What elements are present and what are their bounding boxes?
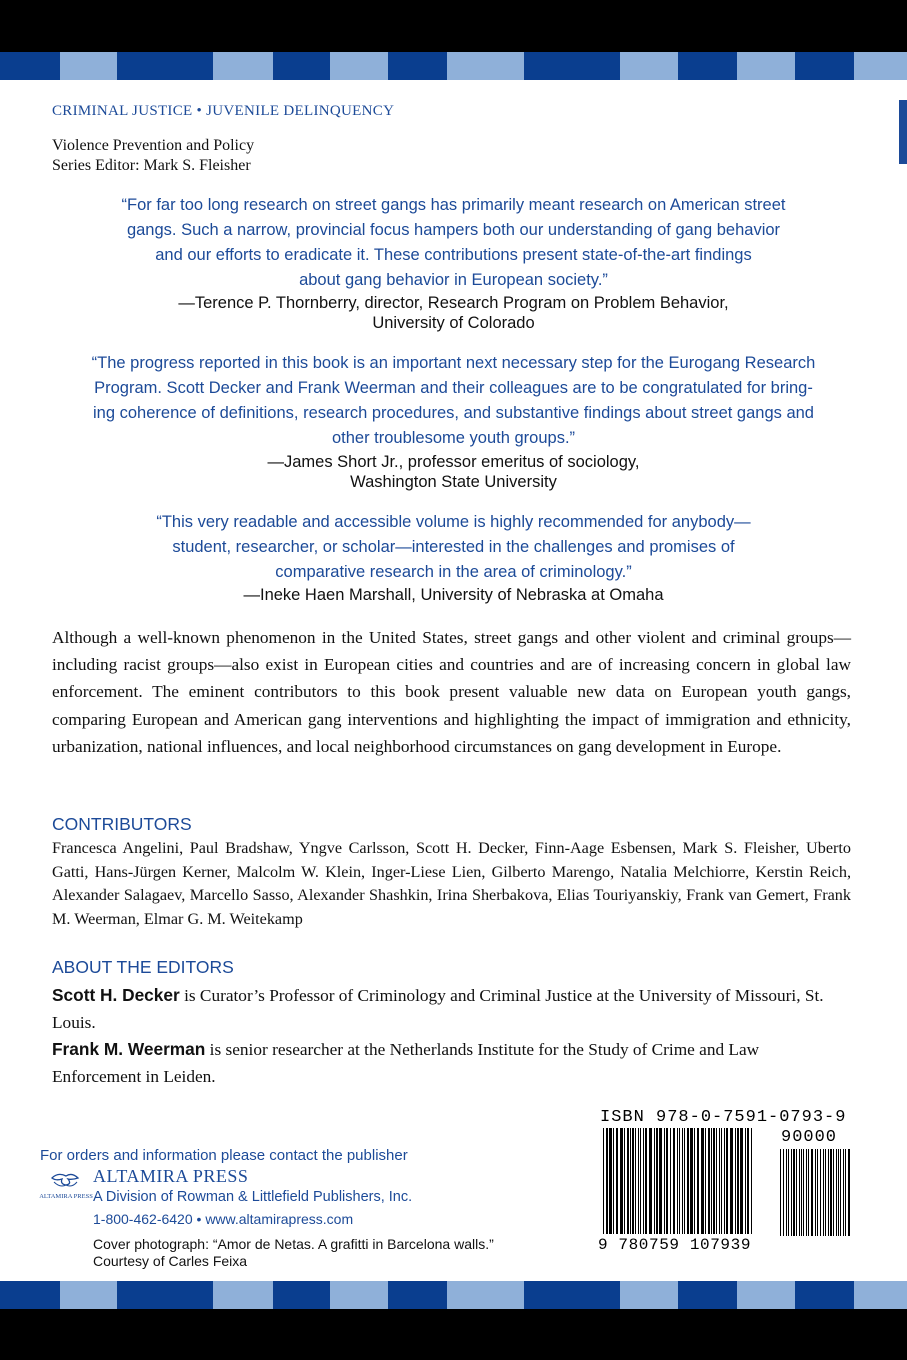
quote-line: and our efforts to eradicate it. These contributions present state-of-the-art findings xyxy=(155,246,752,264)
series-info xyxy=(52,136,254,176)
bottom-stripe xyxy=(0,1281,907,1309)
contributors-heading: CONTRIBUTORS xyxy=(52,814,192,834)
attribution-line: —Terence P. Thornberry, director, Research Program on Problem Behavior, xyxy=(178,294,729,312)
quote-2-attribution xyxy=(40,452,867,492)
attribution-line: Washington State University xyxy=(350,473,557,491)
cover-credit-line: Courtesy of Carles Feixa xyxy=(93,1253,248,1269)
series-title: Violence Prevention and Policy xyxy=(52,137,255,154)
quote-line: ing coherence of definitions, research procedures, and substantive findings about street gangs and xyxy=(93,404,814,422)
cover-credit-line: Cover photograph: “Amor de Netas. A grafitti in Barcelona walls.” xyxy=(93,1236,494,1252)
top-black-band xyxy=(0,0,907,52)
quote-line: about gang behavior in European society.” xyxy=(299,271,608,289)
svg-text:ALTAMIRA PRESS: ALTAMIRA PRESS xyxy=(39,1193,93,1200)
quote-2 xyxy=(40,351,867,451)
editors-heading: ABOUT THE EDITORS xyxy=(52,957,234,977)
attribution-line: —James Short Jr., professor emeritus of sociology, xyxy=(267,453,640,471)
editor-name: Scott H. Decker xyxy=(52,985,180,1005)
quote-line: “The progress reported in this book is an important next necessary step for the Eurogang Research xyxy=(91,354,816,372)
editor-description: is senior researcher at the Netherlands Institute for the Study of Crime and Law Enforcement in Leiden. xyxy=(52,1040,760,1086)
orders-note: For orders and information please contact the publisher xyxy=(40,1147,408,1164)
quote-line: other troublesome youth groups.” xyxy=(331,429,576,447)
publisher-name: ALTAMIRA PRESS xyxy=(93,1166,249,1186)
barcode-digits: 9 780759 107939 xyxy=(598,1236,752,1254)
quote-line: Program. Scott Decker and Frank Weerman and their colleagues are to be congratulated for bring- xyxy=(94,379,813,397)
bottom-black-band xyxy=(0,1309,907,1360)
quote-3 xyxy=(40,510,867,585)
isbn-label: ISBN 978-0-7591-0793-9 xyxy=(600,1108,847,1127)
attribution-line: —Ineke Haen Marshall, University of Nebraska at Omaha xyxy=(243,586,664,604)
cover-credit xyxy=(93,1236,494,1270)
series-editor: Series Editor: Mark S. Fleisher xyxy=(52,157,251,174)
quote-1-attribution xyxy=(40,293,867,333)
top-stripe xyxy=(0,52,907,80)
attribution-line: University of Colorado xyxy=(372,314,535,332)
contributors-list: Francesca Angelini, Paul Bradshaw, Yngve Carlsson, Scott H. Decker, Finn-Aage Esbensen, Mark S. Fleisher, Uberto Gatti, Hans-Jürgen Kerner, Malcolm W. Klein, Inger-Liese Lien, Gilberto Marengo, Natalia Melchiorre, Kerstin Reich, Alexander Salagaev, Marcello Sasso, Alexander Shashkin, Irina Sherbakova, Elias Touriyanskiy, Frank van Gemert, Frank M. Weerman, Elmar G. M. Weitekamp xyxy=(52,839,851,929)
quote-line: student, researcher, or scholar—interested in the challenges and promises of xyxy=(172,538,735,556)
quote-1 xyxy=(40,193,867,293)
isbn-barcode xyxy=(603,1128,755,1234)
quote-3-attribution xyxy=(40,585,867,605)
publisher-division: A Division of Rowman & Littlefield Publishers, Inc. xyxy=(93,1189,413,1205)
quote-line: gangs. Such a narrow, provincial focus hampers both our understanding of gang behavior xyxy=(126,221,781,239)
editor-name: Frank M. Weerman xyxy=(52,1039,206,1059)
altamira-logo-icon xyxy=(39,1170,93,1208)
quote-line: “For far too long research on street gangs has primarily meant research on American street xyxy=(121,196,786,214)
quote-line: “This very readable and accessible volume is highly recommended for anybody— xyxy=(156,513,751,531)
quote-line: comparative research in the area of criminology.” xyxy=(275,563,632,581)
editor-bio xyxy=(52,1036,851,1090)
editor-description: is Curator’s Professor of Criminology and Criminal Justice at the University of Missouri, St. Louis. xyxy=(52,986,824,1032)
category-label: CRIMINAL JUSTICE • JUVENILE DELINQUENCY xyxy=(52,103,395,119)
publisher-contact: 1-800-462-6420 • www.altamirapress.com xyxy=(93,1211,354,1227)
price-barcode xyxy=(780,1149,852,1236)
editor-bio xyxy=(52,982,851,1036)
spine-edge-mark xyxy=(899,100,907,164)
price-code: 90000 xyxy=(781,1128,838,1147)
book-description: Although a well-known phenomenon in the United States, street gangs and other violent and criminal groups—including racist groups—also exist in European cities and countries and are of increasing concern in global law enforcement. The eminent contributors to this book present valuable new data on European youth gangs, comparing European and American gang interventions and highlighting the impact of immigration and ethnicity, urbanization, national influences, and local neighborhood circumstances on gang development in Europe. xyxy=(52,628,851,756)
